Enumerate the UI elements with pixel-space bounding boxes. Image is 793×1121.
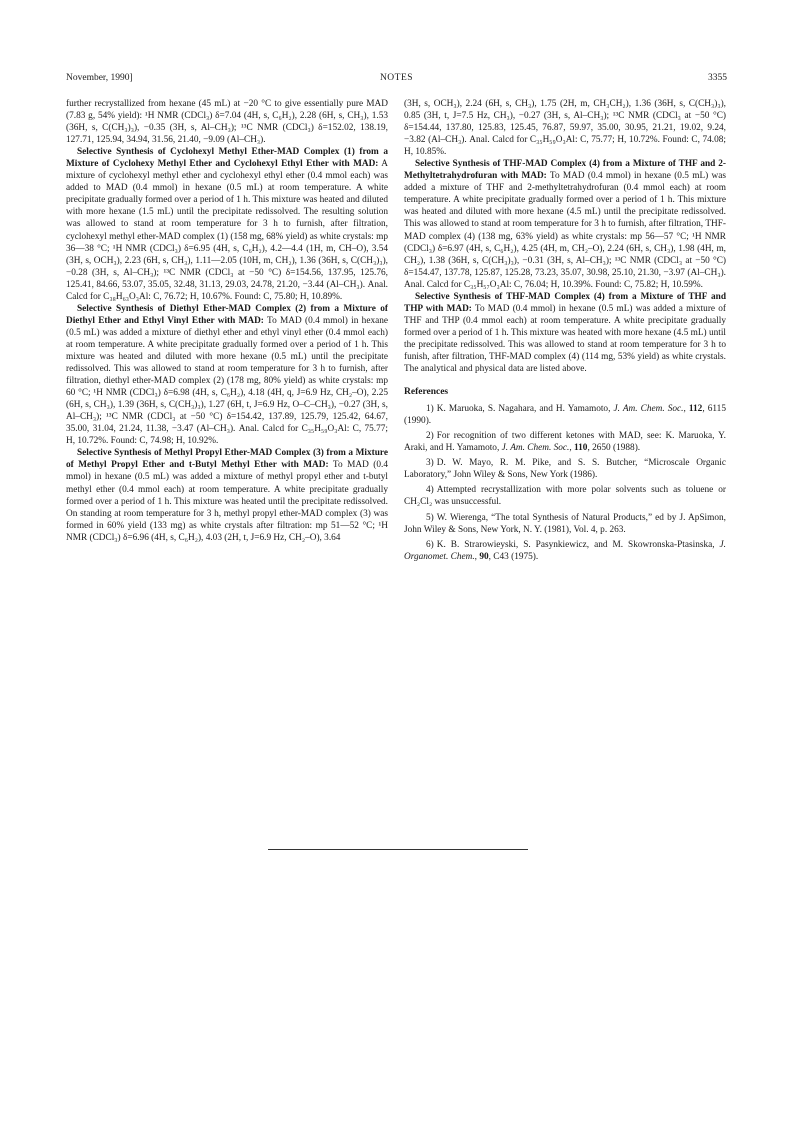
reference-number: 2) xyxy=(426,431,434,442)
end-of-article-rule xyxy=(268,849,528,850)
journal-name: J. Organomet. Chem. xyxy=(404,539,726,562)
running-head xyxy=(66,73,727,87)
section-body: To MAD (0.4 mmol) in hexane (0.5 mL) was added a mixture of THF and THP (0.4 mmol each) at room temperature. A white precipitate gradually formed over a period of 1 h. This mixture was heated with more hexane (4.5 mL) until the precipitate redissolved. This was allowed to stand at room temperature for 3 h to funish, after filtration, THF-MAD complex (4) (114 mg, 53% yield) as white crystals. The analytical and physical data are listed above. xyxy=(404,303,727,375)
section-body: To MAD (0.4 mmol) in hexane (0.5 mL) was added a mixture of diethyl ether and ethyl vinyl ether (0.4 mmol each) at room temperature. A white precipitate gradually formed over a period of 1 h. This mixture was heated and diluted with more hexane (0.5 mL) until the precipitate redissolved. This was allowed to stand at room temperature for 3 h to furnish, after filtration, diethyl ether-MAD complex (2) (178 mg, 80% yield) as white crystals: mp 60 °C; ¹H NMR (CDCl₃) δ=6.98 (4H, s, C₆H₂), 4.18 (4H, q, J=6.9 Hz, CH₂–O), 2.25 (6H, s, CH₃), 1.39 (36H, s, C(CH₃)₃), 1.27 (6H, t, J=6.9 Hz, O–C–CH₃), −0.27 (3H, s, Al–CH₃); ¹³C NMR (CDCl₃ at −50 °C) δ=154.42, 137.89, 125.79, 125.42, 64.67, 35.00, 31.04, 21.24, 11.38, −3.47 (Al–CH₃). Anal. Calcd for C₃₅H₅₉O₃Al: C, 75.77; H, 10.72%. Found: C, 74.98; H, 10.92%. xyxy=(66,315,389,447)
journal-name: J. Am. Chem. Soc. xyxy=(501,443,570,454)
reference-number: 4) xyxy=(426,485,434,496)
procedure-thf-methyltetrahydrofuran xyxy=(404,158,726,291)
continued-paragraph: (3H, s, OCH₃), 2.24 (6H, s, CH₃), 1.75 (2H, m, CH₃CH₂), 1.36 (36H, s, C(CH₃)₃), 0.85 (3H, t, J=7.5 Hz, CH₃), −0.27 (3H, s, Al–CH₃); ¹³C NMR (CDCl₃ at −50 °C) δ=154.44, 137.80, 125.83, 125.45, 76.87, 59.97, 35.00, 30.95, 21.21, 19.02, 9.24, −3.82 (Al–CH₃). Anal. Calcd for C₃₅H₅₉O₃Al: C, 75.77; H, 10.72%. Found: C, 74.08; H, 10.85%. xyxy=(404,99,726,158)
procedure-cyclohexyl-methyl-ether xyxy=(66,146,388,303)
volume-number: 112 xyxy=(688,404,703,415)
section-name: NOTES xyxy=(379,73,414,83)
reference-item: 4) Attempted recrystallization with more polar solvents such as toluene or CH₂Cl₂ was unsuccessful. xyxy=(404,485,726,508)
right-column xyxy=(404,98,726,566)
continued-paragraph: further recrystallized from hexane (45 mL) at −20 °C to give essentially pure MAD (7.83 g, 54% yield): ¹H NMR (CDCl₃) δ=7.04 (4H, s, C₆H₂), 2.28 (6H, s, CH₃), 1.53 (36H, s, C(CH₃)₃), −0.35 (3H, s, Al–CH₃); ¹³C NMR (CDCl₃) δ=152.02, 138.19, 127.71, 125.94, 34.94, 31.56, 21.40, −9.09 (Al–CH₃). xyxy=(66,99,388,146)
reference-item: 2) For recognition of two different ketones with MAD, see: K. Maruoka, Y. Araki, and H. Yamamoto, J. Am. Chem. Soc., 110, 2650 (1988). xyxy=(404,431,726,454)
page-number: 3355 xyxy=(708,73,727,83)
reference-item: 1) K. Maruoka, S. Nagahara, and H. Yamamoto, J. Am. Chem. Soc., 112, 6115 (1990). xyxy=(404,404,726,427)
reference-number: 3) xyxy=(426,458,434,469)
reference-number: 5) xyxy=(426,512,434,523)
left-column xyxy=(66,98,388,544)
references-list xyxy=(404,403,726,563)
procedure-methyl-propyl-ether xyxy=(66,447,388,543)
reference-item: 3) D. W. Mayo, R. M. Pike, and S. S. Butcher, “Microscale Organic Laboratory,” John Wiley & Sons, New York (1986). xyxy=(404,458,726,481)
section-title: Selective Synthesis of THF-MAD Complex (4) from a Mixture of THF and 2-Methyltetrahydrofuran with MAD: xyxy=(404,159,726,182)
section-body: To MAD (0.4 mmol) in hexane (0.5 mL) was added a mixture of THF and 2-methyltetrahydrofuran (0.4 mmol each) at room temperature. A white precipitate gradually formed over a period of 1 h. This mixture was heated and diluted with more hexane (4.5 mL) until the precipitate redissolved. This was allowed to stand at room temperature for 3 h to furnish, after filtration, THF-MAD complex (4) (138 mg, 63% yield) as white crystals: mp 56—57 °C; ¹H NMR (CDCl₃) δ=6.97 (4H, s, C₆H₂), 4.25 (4H, m, CH₂–O), 2.24 (6H, s, CH₃), 1.98 (4H, m, CH₂), 1.38 (36H, s, C(CH₃)₃), −0.31 (3H, s, Al–CH₃); ¹³C NMR (CDCl₃ at −50 °C) δ=154.47, 137.78, 125.87, 125.28, 73.23, 35.07, 30.98, 25.10, 21.30, −3.97 (Al–CH₃). Anal. Calcd for C₃₅H₅₇O₃Al: C, 76.04; H, 10.39%. Found: C, 75.82; H, 10.59%. xyxy=(404,171,726,290)
section-title: Selective Synthesis of Cyclohexyl Methyl Ether-MAD Complex (1) from a Mixture of Cyclohexy Methyl Ether and Cyclohexyl Ethyl Ether with MAD: xyxy=(66,147,388,170)
section-body: To MAD (0.4 mmol) in hexane (0.5 mL) was added a mixture of methyl propyl ether and t-butyl methyl ether (0.4 mmol each) at room temperature. A white precipitate gradually formed over a period of 1 h. This mixture was heated until the precipitate redissolved. On standing at room temperature for 3 h, methyl propyl ether-MAD complex (3) was formed in 60% yield (133 mg) as white crystals after filtration: mp 51—52 °C; ¹H NMR (CDCl₃) δ=6.96 (4H, s, C₆H₂), 4.03 (2H, t, J=6.9 Hz, CH₂–O), 3.64 xyxy=(66,460,389,543)
procedure-diethyl-ether xyxy=(66,303,388,448)
journal-name: J. Am. Chem. Soc. xyxy=(613,404,684,415)
references-heading: References xyxy=(404,387,449,398)
procedure-thf-thp xyxy=(404,291,726,375)
section-title: Selective Synthesis of Diethyl Ether-MAD Complex (2) from a Mixture of Diethyl Ether and Ethyl Vinyl Ether with MAD: xyxy=(66,303,388,326)
section-body: A mixture of cyclohexyl methyl ether and cyclohexyl ethyl ether (0.4 mmol each) was added to MAD (0.4 mmol) in hexane (0.5 mL) at room temperature. A white precipitate gradually formed over a period of 1 h. This mixture was heated and diluted with more hexane (1.5 mL) until the precipitate redissolved. The resulting solution was allowed to stand at room temperature for 3 h to furnish, after filtration, cyclohexyl methyl ether-MAD complex (1) (158 mg, 68% yield) as white crystals: mp 36—38 °C; ¹H NMR (CDCl₃) δ=6.95 (4H, s, C₆H₂), 4.2—4.4 (1H, m, CH–O), 3.54 (3H, s, OCH₃), 2.23 (6H, s, CH₃), 1.11—2.05 (10H, m, CH₂), 1.36 (36H, s, C(CH₃)₃), −0.28 (3H, s, Al–CH₃); ¹³C NMR (CDCl₃ at −50 °C) δ=154.56, 137.95, 125.76, 125.41, 84.66, 53.07, 35.05, 32.48, 31.13, 29.03, 24.78, 21.20, −3.44 (Al–CH₃). Anal. Calcd for C₃₈H₆₃O₃Al: C, 76.72; H, 10.67%. Found: C, 75.80; H, 10.89%. xyxy=(66,159,388,302)
section-title: Selective Synthesis of THF-MAD Complex (4) from a Mixture of THF and THP with MAD: xyxy=(404,291,726,314)
issue-date: November, 1990] xyxy=(66,73,133,83)
reference-item: 5) W. Wierenga, “The total Synthesis of Natural Products,” ed by J. ApSimon, John Wiley & Sons, New York, N. Y. (1981), Vol. 4, p. 263. xyxy=(404,512,726,535)
volume-number: 90 xyxy=(479,551,489,562)
reference-number: 1) xyxy=(426,404,434,415)
volume-number: 110 xyxy=(574,443,588,454)
section-title: Selective Synthesis of Methyl Propyl Ether-MAD Complex (3) from a Mixture of Methyl Propyl Ether and t-Butyl Methyl Ether with MAD: xyxy=(66,448,388,471)
reference-item: 6) K. B. Strarowieyski, S. Pasynkiewicz, and M. Skowronska-Ptasinska, J. Organomet. Chem., 90, C43 (1975). xyxy=(404,539,726,562)
reference-number: 6) xyxy=(426,539,434,550)
